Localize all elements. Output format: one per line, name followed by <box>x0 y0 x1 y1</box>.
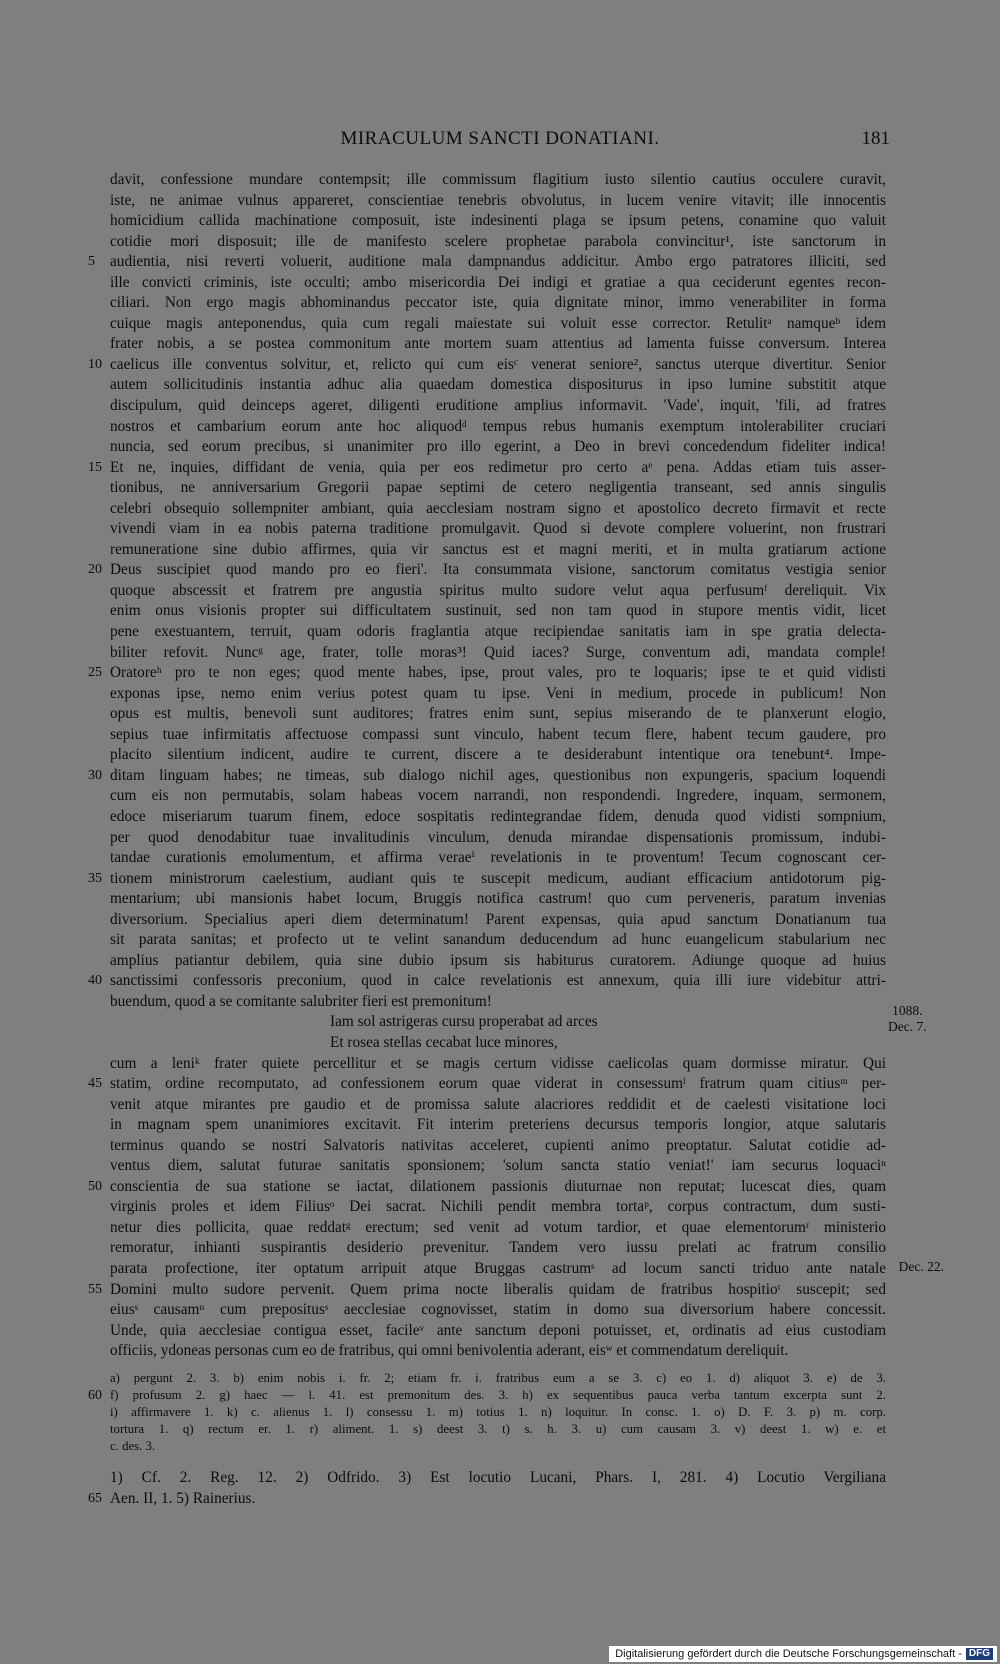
running-header <box>110 128 890 154</box>
line-text: tionem ministrorum caelestium, audiant quis te suscepit medicum, audiant efficacium antidotorum pig- <box>110 869 886 887</box>
line-text: edoce miseriarum tuarum finem, edoce sospitatis redintegrandae fidem, denuda quod vidisti sompnium, <box>110 807 886 825</box>
text-line <box>88 252 886 273</box>
line-text: netur dies pollicita, quae reddatᵍ erectum; sed venit ad votum tardior, et quae elementorumʳ ministerio <box>110 1218 886 1236</box>
line-number: 5 <box>88 254 95 270</box>
text-line <box>110 375 886 396</box>
margin-year: 1088. <box>892 1003 923 1018</box>
line-text: sanctissimi confessoris preconium, quod in calce revelationis est annexum, quia illi iure videbitur attri- <box>110 972 886 990</box>
line-text: ille convicti criminis, iste occulti; ambo misericordia Dei indigi et gratiae a qua ceciderunt egentes recon- <box>110 273 886 291</box>
line-text: Domini multo sudore pervenit. Quem prima nocte liberalis quidam de fratribus hospitioᵗ suscepit; sed <box>110 1280 886 1298</box>
margin-date: Dec. 22. <box>898 1258 944 1274</box>
line-text: tionibus, ne anniversarium Gregorii papae septimi de cetero negligentia transeant, sed annis singulis <box>110 479 886 497</box>
line-text: cotidie mori disposuit; ille de manifesto scelere prophetae parabola convincitur¹, iste sanctorum in <box>110 232 886 250</box>
line-text: diversorium. Specialius aperi diem determinatum! Parent expensas, quia apud sanctum Donatianum tua <box>110 910 886 928</box>
page-title: MIRACULUM SANCTI DONATIANI. <box>340 128 660 149</box>
footnote-line <box>88 1488 886 1509</box>
apparatus-line <box>88 1387 886 1404</box>
critical-apparatus <box>88 1370 886 1455</box>
text-line <box>110 1238 886 1259</box>
text-line <box>110 314 886 335</box>
line-text: Deus suscipiet quod mando pro eo fieri'. Ita consummata visione, sanctorum comitatus vestigia senior <box>110 561 886 579</box>
line-text: opus est multis, benevoli sunt auditores; fratres enim sunt, sepius miserando de te planxerunt elogio, <box>110 705 886 723</box>
apparatus-line <box>110 1438 886 1455</box>
line-text: f) profusum 2. g) haec — l. 41. est premonitum des. 3. h) ex sequentibus pauca verba tantum excerpta sunt 2. <box>110 1388 886 1402</box>
text-line <box>110 643 886 664</box>
apparatus-line <box>110 1404 886 1421</box>
line-text: officiis, ydoneas personas cum eo de fratribus, qui omni benivolentia aderant, eisʷ et commendatum dereliquit. <box>110 1342 789 1360</box>
line-text: a) pergunt 2. 3. b) enim nobis i. fr. 2; etiam fr. i. fratribus eum a se 3. c) eo 1. d) aliquot 3. e) de 3. <box>110 1371 886 1385</box>
text-line <box>110 191 886 212</box>
text-line <box>110 293 886 314</box>
line-text: cum eis non permutabis, solam habeas vocem narrandi, non respondendi. Ingredere, inquam, sermonem, <box>110 787 886 805</box>
line-text: mentarium; ubi mansionis habet locum, Bruggis notifica castrum! quo cum perveneris, paratum invenias <box>110 890 886 908</box>
line-text: placito silentium indicent, audire te current, discere a te desiderabunt intentique ora tenebunt⁴. Impe- <box>110 746 886 764</box>
text-line <box>110 1136 886 1157</box>
line-text: Unde, quia aecclesiae contigua esset, facileᵛ ante sanctum deponi potuisset, et, ordinatis ad eius custodiam <box>110 1321 886 1339</box>
line-number: 60 <box>88 1388 102 1403</box>
line-text: virginis proles et idem Filiusᵒ Dei sacrat. Nichili pendit membra tortaᵖ, corpus contractum, dum susti- <box>110 1198 886 1216</box>
line-text: quoque abscessit et fratrem pre angustia spiritus multo sudore velut aqua perfusumᶠ dereliquit. Vix <box>110 581 886 599</box>
text-line <box>110 951 886 972</box>
margin-day: Dec. 7. <box>888 1019 927 1034</box>
line-text: nuncia, sed eorum precibus, si unanimiter pro illo egerint, a Deo in brevi concedendum fideliter indica! <box>110 438 886 456</box>
line-text: parata profectione, iter optatum arripuit atque Bruggas castrumˢ ad locum sancti triduo ante natale <box>110 1259 886 1277</box>
text-line <box>110 540 886 561</box>
text-line <box>88 766 886 787</box>
text-line <box>110 622 886 643</box>
text-line <box>110 232 886 253</box>
line-text: per quod denodabitur tuae invalitudinis vinculum, denuda mirandae dispensationis promissum, indubi- <box>110 828 886 846</box>
footnotes <box>88 1467 886 1509</box>
text-line <box>88 869 886 890</box>
text-line <box>110 1095 886 1116</box>
line-text: terminus quando se nostri Salvatoris nativitas acceleret, cupienti animo preoptatur. Salutat cotidie ad- <box>110 1136 886 1154</box>
line-number: 40 <box>88 973 102 989</box>
line-number: 30 <box>88 767 102 783</box>
line-number: 15 <box>88 459 102 475</box>
text-line <box>110 1033 886 1054</box>
line-number: 50 <box>88 1178 102 1194</box>
footer-text: Digitalisierung gefördert durch die Deutsche Forschungsgemeinschaft - <box>615 1648 962 1660</box>
text-line <box>110 417 886 438</box>
text-line <box>88 458 886 479</box>
text-line <box>110 807 886 828</box>
text-line <box>110 273 886 294</box>
text-line <box>110 211 886 232</box>
text-line <box>110 478 886 499</box>
text-line <box>88 1074 886 1095</box>
line-text: frater nobis, a se postea commonitum ante mortem suam attentius ad lamenta fuisse conversum. Interea <box>110 335 886 353</box>
apparatus-line <box>110 1421 886 1438</box>
line-text: sepius tuae infirmitatis affectuose compassi sunt vinculo, habent tecum flere, habent tecum gaudere, pro <box>110 725 886 743</box>
line-number: 35 <box>88 870 102 886</box>
footnote-line <box>110 1467 886 1488</box>
text-line <box>110 581 886 602</box>
line-text: pene exestuantem, terruit, quam odoris fraglantia atque recipiendae sanitatis iam in spe gratia delecta- <box>110 623 886 641</box>
text-line <box>110 1258 944 1280</box>
text-line <box>110 1321 886 1342</box>
margin-date <box>888 1003 927 1035</box>
digitization-footer <box>609 1646 997 1662</box>
text-line <box>110 1012 886 1033</box>
text-line <box>110 992 886 1013</box>
text-line <box>110 786 886 807</box>
text-line <box>88 355 886 376</box>
line-text: Oratoreʰ pro te non eges; quod mente habes, ipse, prout vales, pro te loquaris; ipse te et quid vidisti <box>110 664 886 682</box>
line-text: biliter refovit. Nuncᵍ age, frater, tolle moras³! Quid iaces? Surge, conventum adi, mandata comple! <box>110 643 886 661</box>
text-line <box>110 1115 886 1136</box>
line-text: i) affirmavere 1. k) c. alienus 1. l) consessu 1. m) totius 1. n) loquitur. In consc. 1. o) D. F. 3. p) m. corp. <box>110 1405 886 1419</box>
line-text: Aen. II, 1. 5) Rainerius. <box>110 1490 256 1507</box>
line-text: remuneratione sine dubio affirmes, quia vir sanctus est et magni meriti, et in multa gratiarum actione <box>110 540 886 558</box>
text-line <box>110 848 886 869</box>
line-text: in magnam spem unanimiores excitavit. Fit interim preteriens decursus temporis longior, atque salutaris <box>110 1116 886 1134</box>
line-text: homicidium callida machinatione composuit, iste indesinenti plaga se ipsum petens, conamine quo valuit <box>110 212 886 230</box>
line-text: enim onus visionis propter sui difficultatem sustinuit, sed non tam quod in stupore mentis vidit, licet <box>110 602 886 620</box>
line-text: exponas ipse, nemo enim verius potest quam tu ipse. Veni in medium, procede in publicum! Non <box>110 684 886 702</box>
text-line <box>88 1280 886 1301</box>
line-number: 65 <box>88 1491 102 1506</box>
text-line <box>110 828 886 849</box>
text-line <box>110 1341 886 1362</box>
dfg-logo: DFG <box>966 1648 993 1660</box>
apparatus-line <box>110 1370 886 1387</box>
text-line <box>110 170 886 191</box>
line-text: nostros et cambarium eorum ante hoc aliquodᵈ tempus rebus humanis exemptum intolerabiliter cruciari <box>110 417 886 435</box>
line-number: 25 <box>88 665 102 681</box>
line-text: sit parata sanitas; et profecto ut te velint sanandum deducendum ad hunc euangelicum stabularium nec <box>110 931 886 949</box>
line-text: discipulum, quid deinceps ageret, diligenti eruditione amplius informavit. 'Vade', inquit, 'fili, ad fratres <box>110 397 886 415</box>
text-line <box>110 1300 886 1321</box>
text-line <box>110 745 886 766</box>
line-text: celebri obsequio sollempniter ambiant, quia aecclesiam nostram signo et apostolico decreto firmavit et recte <box>110 499 886 517</box>
text-line <box>110 519 886 540</box>
text-line <box>88 971 886 992</box>
line-text: statim, ordine recomputato, ad confessionem eorum quae viderat in consessumˡ fratrum quam citiusᵐ per- <box>110 1075 886 1093</box>
text-line <box>110 1197 886 1218</box>
line-text: 1) Cf. 2. Reg. 12. 2) Odfrido. 3) Est locutio Lucani, Phars. I, 281. 4) Locutio Vergiliana <box>110 1469 886 1486</box>
line-number: 45 <box>88 1076 102 1092</box>
text-line <box>110 1156 886 1177</box>
text-line <box>110 889 886 910</box>
line-text: ventus diem, salutat futurae sanitatis sponsionem; 'solum sancta statio veniat!' iam securus loquaciⁿ <box>110 1157 886 1175</box>
page-number: 181 <box>861 128 890 149</box>
text-line <box>110 601 886 622</box>
line-text: cum a leniᵏ frater quiete percellitur et se magis certum vidisse caelicolas quam dormisse miratur. Qui <box>110 1054 886 1072</box>
line-text: Iam sol astrigeras cursu properabat ad arces <box>330 1013 598 1031</box>
text-line <box>110 1218 886 1239</box>
line-text: ditam linguam habes; ne timeas, sub dialogo nichil ages, questionibus non expungeris, spacium loquendi <box>110 766 886 784</box>
text-line <box>110 499 886 520</box>
text-line <box>88 560 886 581</box>
line-text: caelicus ille conventus solvitur, et, relicto qui cum eisᶜ venerat seniore², sanctus uterque divertitur. Senior <box>110 355 886 373</box>
text-line <box>110 704 886 725</box>
line-text: conscientia de sua statione se iactat, dilationem passionis diuturnae non reputat; lucescat dies, quam <box>110 1177 886 1195</box>
line-text: audientia, nisi reverti voluerit, auditione mala dampnandus addicitur. Ambo ergo patratores illiciti, sed <box>110 253 886 271</box>
line-text: amplius patiantur debilem, quia sine dubio ipsum sis habiturus curatorem. Adiunge quoque ad huius <box>110 951 886 969</box>
line-text: iste, ne animae vulnus appareret, conscientiae tenebris obvolutus, in lucem venire vitavit; ille innocentis <box>110 191 886 209</box>
line-text: buendum, quod a se comitante salubriter fieri est premonitum! <box>110 992 492 1010</box>
line-text: tandae curationis emolumentum, et affirma veraeⁱ revelationis in te proventum! Tecum cognoscant cer- <box>110 849 886 867</box>
line-text: autem sollicitudinis instantia adhuc alia quaedam domestica dispositurus in ipso lumine substitit atque <box>110 376 886 394</box>
text-line <box>110 910 886 931</box>
line-number: 55 <box>88 1281 102 1297</box>
text-line <box>88 663 886 684</box>
line-text: c. des. 3. <box>110 1439 156 1453</box>
line-text: eiusˢ causamᵘ cum prepositusˢ aecclesiae cognovisset, statim in domo sua diversorium habere concessit. <box>110 1301 886 1319</box>
text-line <box>110 725 886 746</box>
text-line <box>110 396 886 417</box>
line-text: cuique magis anteponendus, quia cum regali maiestate sui voluit esse corrector. Retulitᵃ namqueᵇ idem <box>110 314 886 332</box>
line-number: 20 <box>88 562 102 578</box>
text-line <box>110 684 886 705</box>
text-line <box>110 437 886 458</box>
line-text: ciliari. Non ergo magis abhominandus peccator iste, quia dignitate minor, immo venerabiliter in forma <box>110 294 886 312</box>
line-text: davit, confessione mundare contempsit; ille commissum flagitium iusto silentio cautius occulere curavit, <box>110 171 886 188</box>
line-text: tortura 1. q) rectum er. 1. r) aliment. 1. s) deest 3. t) s. h. 3. u) cum causam 3. v) deest 1. w) e. et <box>110 1422 886 1436</box>
line-text: vivendi viam in ea nobis paterna traditione promulgavit. Quod si devote complere voluerint, non frustrari <box>110 520 886 538</box>
text-line <box>110 930 886 951</box>
text-line <box>110 1054 886 1075</box>
line-text: venit atque mirantes pre gaudio et de promissa salute alacriores reddidit et de caelesti visitatione loci <box>110 1095 886 1113</box>
line-number: 10 <box>88 356 102 372</box>
text-line <box>110 334 886 355</box>
line-text: Et rosea stellas cecabat luce minores, <box>330 1033 558 1051</box>
text-line <box>88 1177 886 1198</box>
line-text: remoratur, inhianti suspirantis desiderio prevenitur. Tandem vero iussu prelati ac fratrum consilio <box>110 1239 886 1257</box>
line-text: Et ne, inquies, diffidant de venia, quia per eos redimetur pro certo aᵉ pena. Addas etiam tuis asser- <box>110 458 886 476</box>
